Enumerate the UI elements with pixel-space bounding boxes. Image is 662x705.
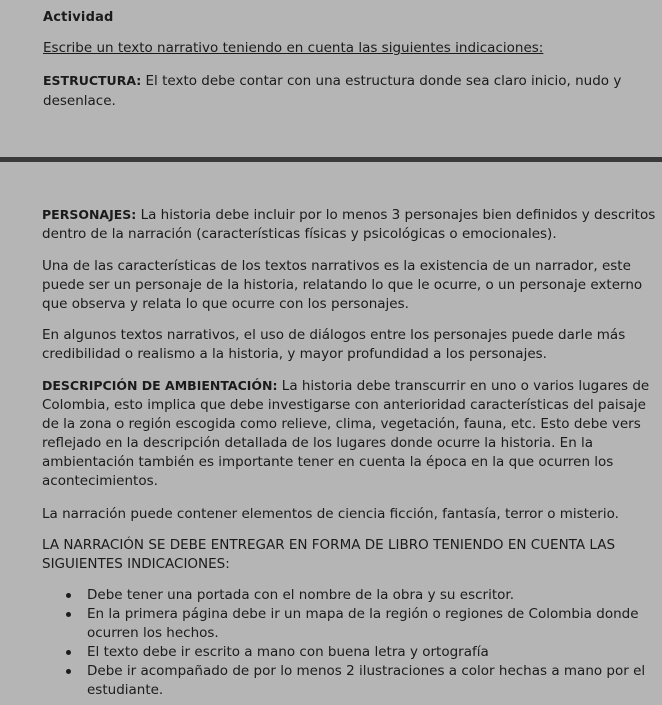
narrador-line-1: Una de las características de los textos narrativos es la existencia de un narrador, este xyxy=(42,258,631,274)
ambientacion-line-5: ambientación también es importante tener en cuenta la época en la que ocurren los xyxy=(42,454,614,470)
bullet-icon xyxy=(66,612,71,617)
bullet-icon xyxy=(66,593,71,598)
list-item xyxy=(42,605,645,643)
estructura-text-line-1: El texto debe contar con una estructura donde sea claro inicio, nudo y xyxy=(141,73,622,89)
activity-instruction: Escribe un texto narrativo teniendo en cuenta las siguientes indicaciones: xyxy=(43,40,544,56)
ambientacion-line-1: La historia debe transcurrir en uno o varios lugares de xyxy=(277,378,650,394)
entrega-bullet-list xyxy=(42,586,645,700)
bullet-1-line-1: Debe tener una portada con el nombre de la obra y su escritor. xyxy=(87,587,514,603)
estructura-text-line-2: desenlace. xyxy=(43,93,116,109)
estructura-paragraph xyxy=(43,71,633,111)
bullet-2-line-2: ocurren los hechos. xyxy=(87,625,219,641)
bullet-icon xyxy=(66,669,71,674)
bullet-2-line-1: En la primera página debe ir un mapa de la región o regiones de Colombia donde xyxy=(87,606,639,622)
ambientacion-line-3: de la zona o región escogida como relieve, clima, vegetación, fauna, etc. Esto debe vers xyxy=(42,416,641,432)
entrega-line-2: SIGUIENTES INDICACIONES: xyxy=(42,556,230,572)
personajes-line-2: dentro de la narración (características físicas y psicológicas o emocionales). xyxy=(42,226,557,242)
dialogos-paragraph xyxy=(42,326,625,364)
ambientacion-label: DESCRIPCIÓN DE AMBIENTACIÓN: xyxy=(42,378,278,393)
ambientacion-line-2: Colombia, esto implica que debe investigarse con anterioridad características del paisaje xyxy=(42,397,646,413)
dialogos-line-2: credibilidad o realismo a la historia, y mayor profundidad a los personajes. xyxy=(42,346,547,362)
bullet-3-line-1: El texto debe ir escrito a mano con buena letra y ortografía xyxy=(87,644,489,660)
activity-title: Actividad xyxy=(43,10,114,25)
dialogos-line-1: En algunos textos narrativos, el uso de diálogos entre los personajes puede darle más xyxy=(42,327,626,343)
bullet-4-line-2: estudiante. xyxy=(87,682,164,698)
bullet-4-line-1: Debe ir acompañado de por lo menos 2 ilustraciones a color hechas a mano por el xyxy=(87,663,646,679)
ambientacion-line-4: reflejado en la descripción detallada de los lugares donde ocurre la historia. En la xyxy=(42,435,594,451)
list-item xyxy=(42,586,645,605)
section-divider xyxy=(0,157,662,162)
personajes-paragraph xyxy=(42,205,655,244)
ambientacion-line-6: acontecimientos. xyxy=(42,473,158,489)
entrega-heading xyxy=(42,536,615,574)
list-item xyxy=(42,643,645,662)
genero-text: La narración puede contener elementos de ciencia ficción, fantasía, terror o misterio. xyxy=(42,506,619,522)
genero-paragraph xyxy=(42,505,619,524)
personajes-line-1: La historia debe incluir por lo menos 3 personajes bien definidos y descritos xyxy=(136,207,656,223)
narrador-paragraph xyxy=(42,257,642,314)
bullet-icon xyxy=(66,650,71,655)
estructura-label: ESTRUCTURA: xyxy=(43,73,142,88)
narrador-line-2: puede ser un personaje de la historia, relatando lo que le ocurre, o un personaje externo xyxy=(42,277,643,293)
personajes-label: PERSONAJES: xyxy=(42,207,137,222)
list-item xyxy=(42,662,645,700)
entrega-line-1: LA NARRACIÓN SE DEBE ENTREGAR EN FORMA DE LIBRO TENIENDO EN CUENTA LAS xyxy=(42,537,616,553)
ambientacion-paragraph xyxy=(42,376,649,491)
narrador-line-3: que observa y relata lo que ocurre con los personajes. xyxy=(42,296,409,312)
